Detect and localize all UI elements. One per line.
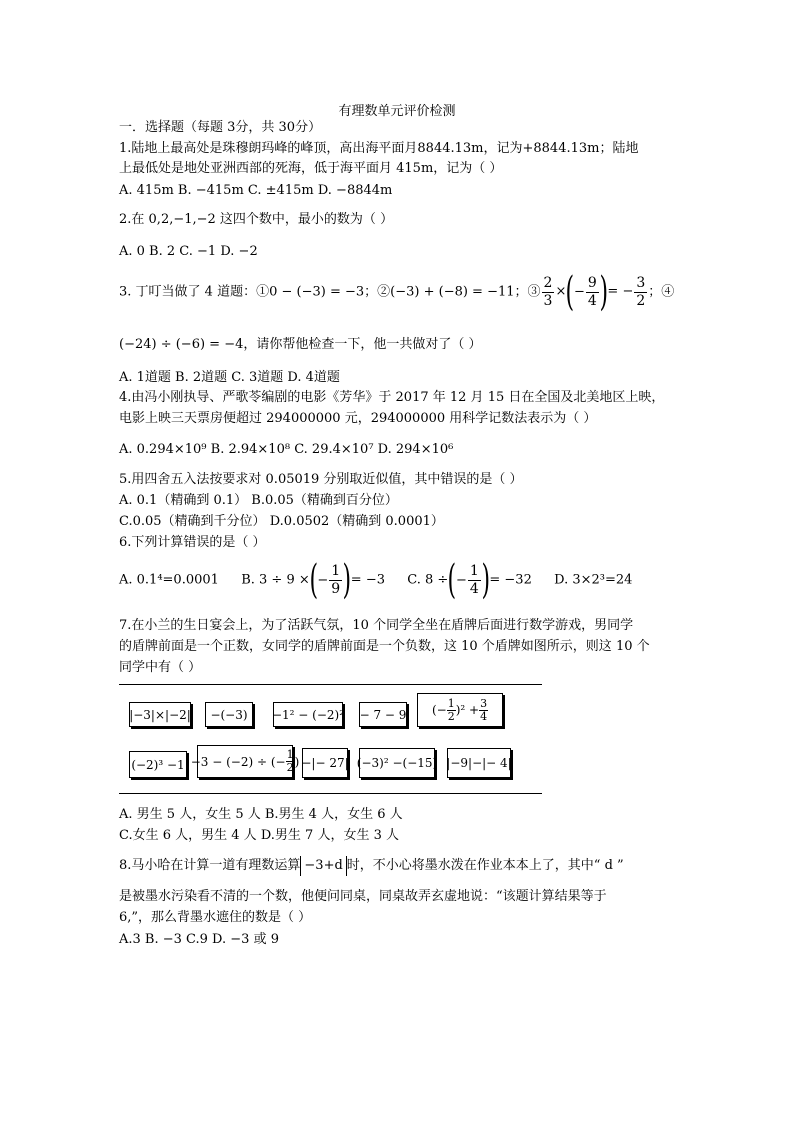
q3-prefix: 3. 丁叮当做了 4 道题：① [119, 284, 270, 300]
q8-line1-b: 时，不小心将墨水泼在作业本本上了，其中“ d ” [346, 858, 624, 873]
q4-options: A. 0.294×10⁹ B. 2.94×10⁸ C. 29.4×10⁷ D. 294×10⁶ [119, 442, 454, 457]
q8-line1-a: 8.马小哈在计算一道有理数运算 [119, 858, 301, 873]
page-title: 有理数单元评价检测 [338, 104, 456, 119]
q5-optA: A. 0.1（精确到 0.1） B.0.05（精确到百分位） [119, 493, 398, 508]
q6-d: D. 3×2³=24 [554, 572, 633, 588]
q6-b: B. 3 ÷ 9 ×(− $\frac{1}{9}$ )= −3 [241, 557, 385, 603]
q2-line1: 2.在 0,2,−1,−2 这四个数中，最小的数为（ ） [119, 212, 394, 227]
q3-expr4: (−24) ÷ (−6) = −4 [119, 337, 244, 352]
q2-options: A. 0 B. 2 C. −1 D. −2 [119, 244, 258, 259]
q4-line1: 4.由冯小刚执导、严歌苓编剧的电影《芳华》于 2017 年 12 月 15 日在全国及北美地区上映， [119, 390, 665, 405]
q7-line1: 7.在小兰的生日宴会上，为了活跃气氛，10 个同学全坐在盾牌后面进行数学游戏，男同学 [119, 618, 634, 633]
shield-card-10: |−9|−|− 4| [447, 748, 511, 778]
q3-times: × [555, 284, 567, 299]
q3-sep3: ；④ [648, 284, 675, 300]
q7-optC: C.女生 6 人，男生 4 人 D.男生 7 人，女生 3 人 [119, 828, 399, 843]
shield-card-9: (−3)² −(−15) [359, 748, 435, 778]
q1-line1: 1.陆地上最高处是珠穆朗玛峰的峰顶，高出海平面月8844.13m，记为+8844.13m；陆地 [119, 141, 639, 156]
q7-line3: 同学中有（ ） [119, 660, 202, 675]
q5-optC: C.0.05（精确到千分位） D.0.0502（精确到 0.0001） [119, 514, 444, 529]
shield-card-7: −3 − (−2) ÷ (− $\frac{1}{2}$ ) [197, 745, 293, 778]
q8-line1 [119, 855, 624, 877]
q6-c: C. 8 ÷(− $\frac{1}{4}$ )= −32 [407, 557, 532, 603]
q3-sep2: ；③ [514, 284, 541, 300]
shield-card-4: − 7 − 9 [359, 702, 407, 727]
q6-a: A. 0.1⁴=0.0001 [119, 572, 219, 588]
q3-line2-text: ，请你帮他检查一下，他一共做对了（ ） [243, 337, 482, 352]
q3-sep1: ；② [364, 284, 391, 300]
shield-card-6: (−2)³ −1 [129, 751, 187, 778]
q3-frac2: $\frac{9}{4}$ [587, 274, 597, 309]
q4-line2: 电影上映三天票房便超过 294000000 元，294000000 用科学记数法表示为（ ） [119, 411, 597, 426]
q1-line2: 上最低处是地处亚洲西部的死海，低于海平面月 415m，记为（ ） [119, 161, 503, 176]
shield-card-5: (− $\frac{1}{2}$ )² + $\frac{3}{4}$ [417, 693, 503, 727]
shield-cards-figure [119, 684, 542, 794]
shield-card-3: −1² − (−2)² [273, 702, 343, 727]
q3-lparen: ( [565, 269, 575, 315]
section-heading: 一．选择题（每题 3分，共 30分） [119, 120, 322, 135]
q3-expr1: 0 − (−3) = −3 [269, 284, 365, 300]
shield-card-2: −(−3) [205, 702, 253, 727]
q8-options: A.3 B. −3 C.9 D. −3 或 9 [119, 932, 279, 947]
q3-line1: 3. 丁叮当做了 4 道题：①0 − (−3) = −3；②(−3) + (−8) = −11；③ $\frac{2}{3}$ ×(− $\frac{9}{4}$ )= − $\frac{3}{2}$ ；④ [119, 269, 675, 315]
q3-frac3: $\frac{3}{2}$ [636, 274, 646, 309]
q3-rparen: ) [599, 269, 608, 315]
q3-frac1: $\frac{2}{3}$ [543, 274, 553, 309]
q6-line1: 6.下列计算错误的是（ ） [119, 535, 266, 550]
q5-line1: 5.用四舍五入法按要求对 0.05019 分别取近似值，其中错误的是（ ） [119, 472, 523, 487]
q1-options: A. 415m B. −415m C. ±415m D. −8844m [119, 183, 393, 198]
q8-line3: 6,”，那么背墨水遮住的数是（ ） [119, 910, 312, 925]
q6-options [119, 558, 632, 606]
q8-line2: 是被墨水污染看不清的一个数，他便问同桌，同桌故弄玄虚地说：“该题计算结果等于 [119, 889, 607, 904]
shield-card-1: |−3|×|−2| [129, 702, 191, 727]
q8-expression: −3+d [300, 856, 346, 876]
q7-optA: A. 男生 5 人，女生 5 人 B.男生 4 人，女生 6 人 [119, 807, 403, 822]
q3-eq: = − [607, 284, 634, 299]
shield-card-8: −|− 27| [302, 748, 348, 778]
q3-line2 [119, 336, 482, 354]
q3-expr2: (−3) + (−8) = −11 [390, 284, 515, 300]
q3-options: A. 1道题 B. 2道题 C. 3道题 D. 4道题 [119, 370, 340, 385]
q7-line2: 的盾牌前面是一个正数，女同学的盾牌前面是一个负数，这 10 个盾牌如图所示，则这 10 个 [119, 639, 650, 654]
